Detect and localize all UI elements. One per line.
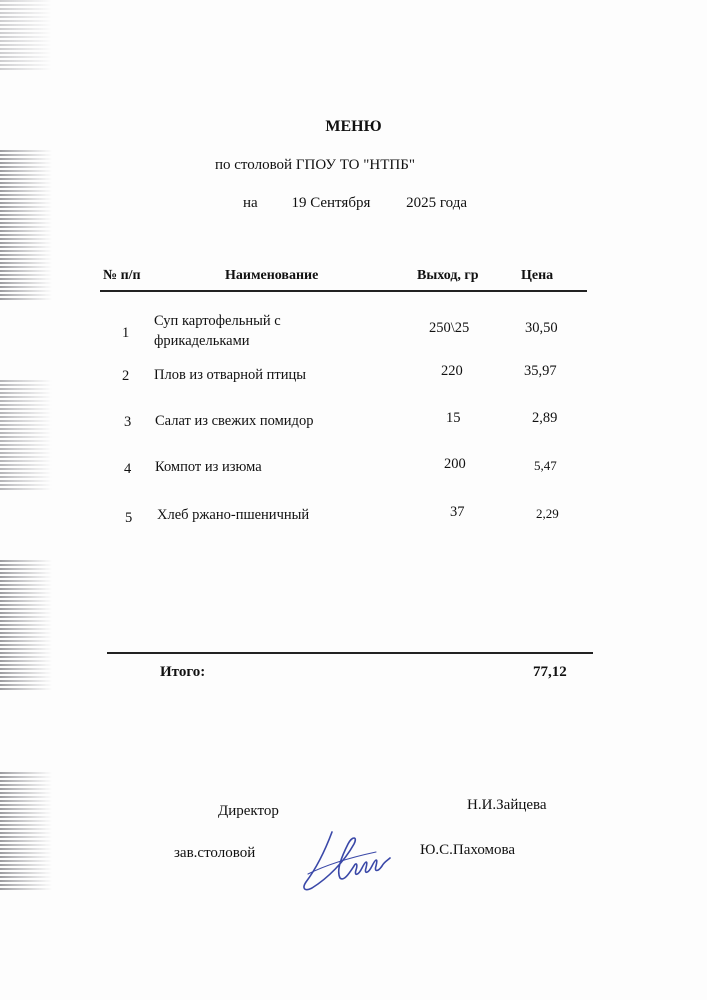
row-price: 2,89: [532, 410, 558, 426]
date-line: [243, 195, 467, 212]
document-subtitle: по столовой ГПОУ ТО "НТПБ": [215, 157, 415, 173]
row-price: 5,47: [534, 458, 557, 473]
total-divider: [107, 652, 593, 654]
date-value: 19 Сентября: [291, 195, 371, 211]
row-output: 220: [441, 363, 463, 379]
row-output: 200: [444, 456, 466, 472]
scan-edge-noise: [0, 380, 52, 490]
row-name: Плов из отварной птицы: [154, 367, 307, 383]
column-header-name: Наименование: [225, 268, 319, 283]
total-value: 77,12: [533, 664, 567, 680]
total-label: Итого:: [160, 664, 206, 680]
date-year: 2025 года: [406, 195, 467, 211]
canteen-head-title: зав.столовой: [174, 845, 256, 861]
row-output: 37: [450, 504, 465, 520]
row-number: 3: [124, 414, 132, 430]
row-price: 35,97: [524, 363, 557, 379]
handwritten-signature: [296, 822, 394, 894]
column-header-number: № п/п: [103, 268, 141, 283]
row-output: 250\25: [429, 320, 470, 336]
row-number: 1: [122, 325, 130, 341]
row-number: 4: [124, 461, 132, 477]
canteen-head-name: Ю.С.Пахомова: [420, 842, 516, 858]
header-divider: [100, 290, 587, 292]
scan-edge-noise: [0, 560, 52, 690]
scan-edge-noise: [0, 150, 52, 300]
row-number: 2: [122, 368, 130, 384]
row-name-continued: фрикадельками: [154, 333, 250, 349]
director-title: Директор: [218, 803, 279, 819]
row-name: Суп картофельный с: [154, 313, 281, 329]
director-name: Н.И.Зайцева: [467, 797, 547, 813]
row-name: Компот из изюма: [155, 459, 262, 475]
row-name: Хлеб ржано-пшеничный: [157, 507, 310, 523]
scan-edge-noise: [0, 770, 52, 890]
column-header-price: Цена: [521, 268, 554, 283]
column-header-output: Выход, гр: [417, 268, 479, 283]
date-prefix: на: [243, 195, 258, 211]
document-title: МЕНЮ: [325, 118, 382, 135]
scan-edge-noise: [0, 0, 52, 70]
row-price: 30,50: [525, 320, 558, 336]
row-name: Салат из свежих помидор: [155, 413, 314, 429]
row-number: 5: [125, 510, 133, 526]
row-price: 2,29: [536, 506, 559, 521]
row-output: 15: [446, 410, 461, 426]
